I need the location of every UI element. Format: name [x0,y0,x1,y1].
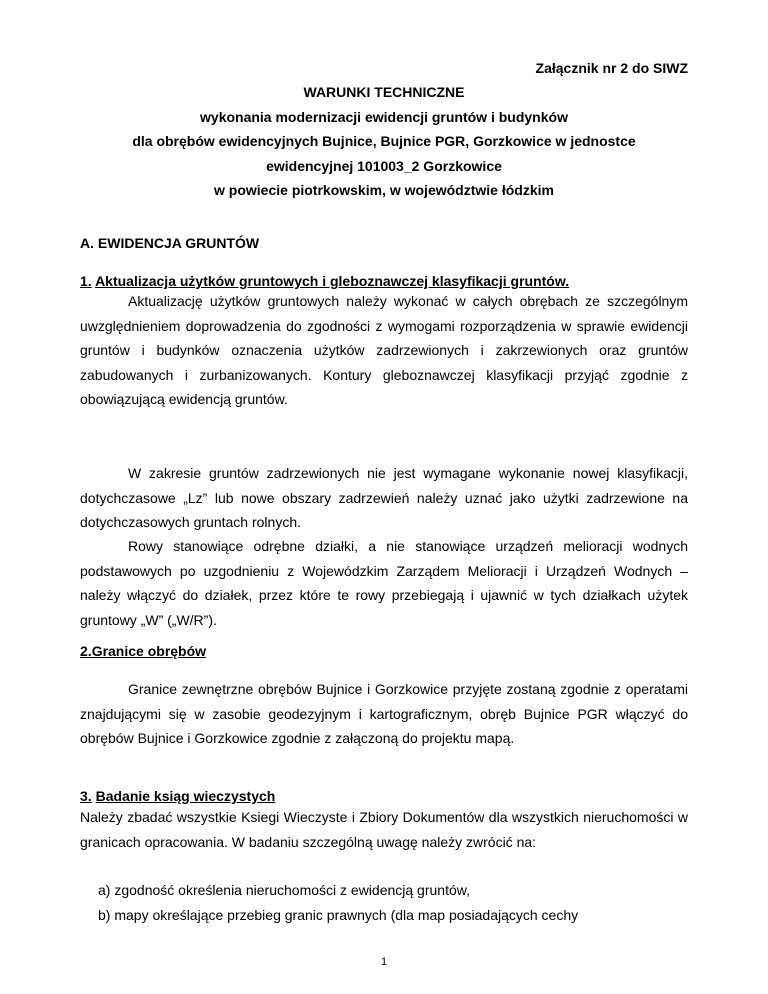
list-item: b) mapy określające przebieg granic prawnych (dla map posiadających cechy [98,906,579,923]
title-line: WARUNKI TECHNICZNE [303,84,465,100]
section-title: Granice obrębów [91,643,207,659]
section-3-heading [80,786,275,806]
title-line: dla obrębów ewidencyjnych Bujnice, Bujnice PGR, Gorzkowice w jednostce [132,133,636,149]
section-title: Badanie ksiąg wieczystych [95,788,276,804]
paragraph: Należy zbadać wszystkie Ksiegi Wieczyste i Zbiory Dokumentów dla wszystkich nieruchomości w granicach opracowania. W badaniu szczególną uwagę należy zwrócić na: [80,809,688,850]
paragraph: Granice zewnętrzne obrębów Bujnice i Gorzkowice przyjęte zostaną zgodnie z operatami znajdującymi się w zasobie geodezyjnym i kartograficznym, obręb Bujnice PGR włączyć do obrębów Bujnice i Gorzkowice zgodnie z załączoną do projektu mapą. [80,681,688,746]
section-number: 2. [80,643,92,659]
section-2-heading [80,641,206,661]
annex-label: Załącznik nr 2 do SIWZ [535,60,688,76]
section-title: Aktualizacja użytków gruntowych i gleboznawczej klasyfikacji gruntów. [95,273,570,289]
document-title [80,80,688,203]
section-number: 3. [80,788,92,804]
title-line: wykonania modernizacji ewidencji gruntów i budynków [200,108,568,125]
title-line: w powiecie piotrkowskim, w województwie łódzkim [214,182,554,198]
section-1-heading [80,271,569,291]
section-number: 1. [80,273,92,289]
paragraph: Aktualizację użytków gruntowych należy wykonać w całych obrębach ze szczególnym uwzględnieniem doprowadzenia do zgodności z wymogami rozporządzenia w sprawie ewidencji gruntów i budynków oznaczenia użytków zadrzewionych i zakrzewionych oraz gruntów zabudowanych i zurbanizowanych. Kontury gleboznawczej klasyfikacji przyjąć zgodnie z obowiązującą ewidencją gruntów. [80,293,688,407]
page-number: 1 [380,956,388,968]
section-a-heading: A. EWIDENCJA GRUNTÓW [80,235,260,251]
list-item: a) zgodność określenia nieruchomości z ewidencją gruntów, [98,882,470,898]
item-list [80,878,688,927]
title-line: ewidencyjnej 101003_2 Gorzkowice [266,157,502,174]
paragraph: Rowy stanowiące odrębne działki, a nie stanowiące urządzeń melioracji wodnych podstawowych po uzgodnieniu z Wojewódzkim Zarządem Melioracji i Urządzeń Wodnych – należy włączyć do działek, przez które te rowy przebiegają i ujawnić w tych działkach użytek gruntowy „W” („W/R”). [80,538,688,628]
paragraph: W zakresie gruntów zadrzewionych nie jest wymagane wykonanie nowej klasyfikacji, dotychczasowe „Lz” lub nowe obszary zadrzewień należy uznać jako użytki zadrzewione na dotychczasowych gruntach rolnych. [80,465,688,530]
